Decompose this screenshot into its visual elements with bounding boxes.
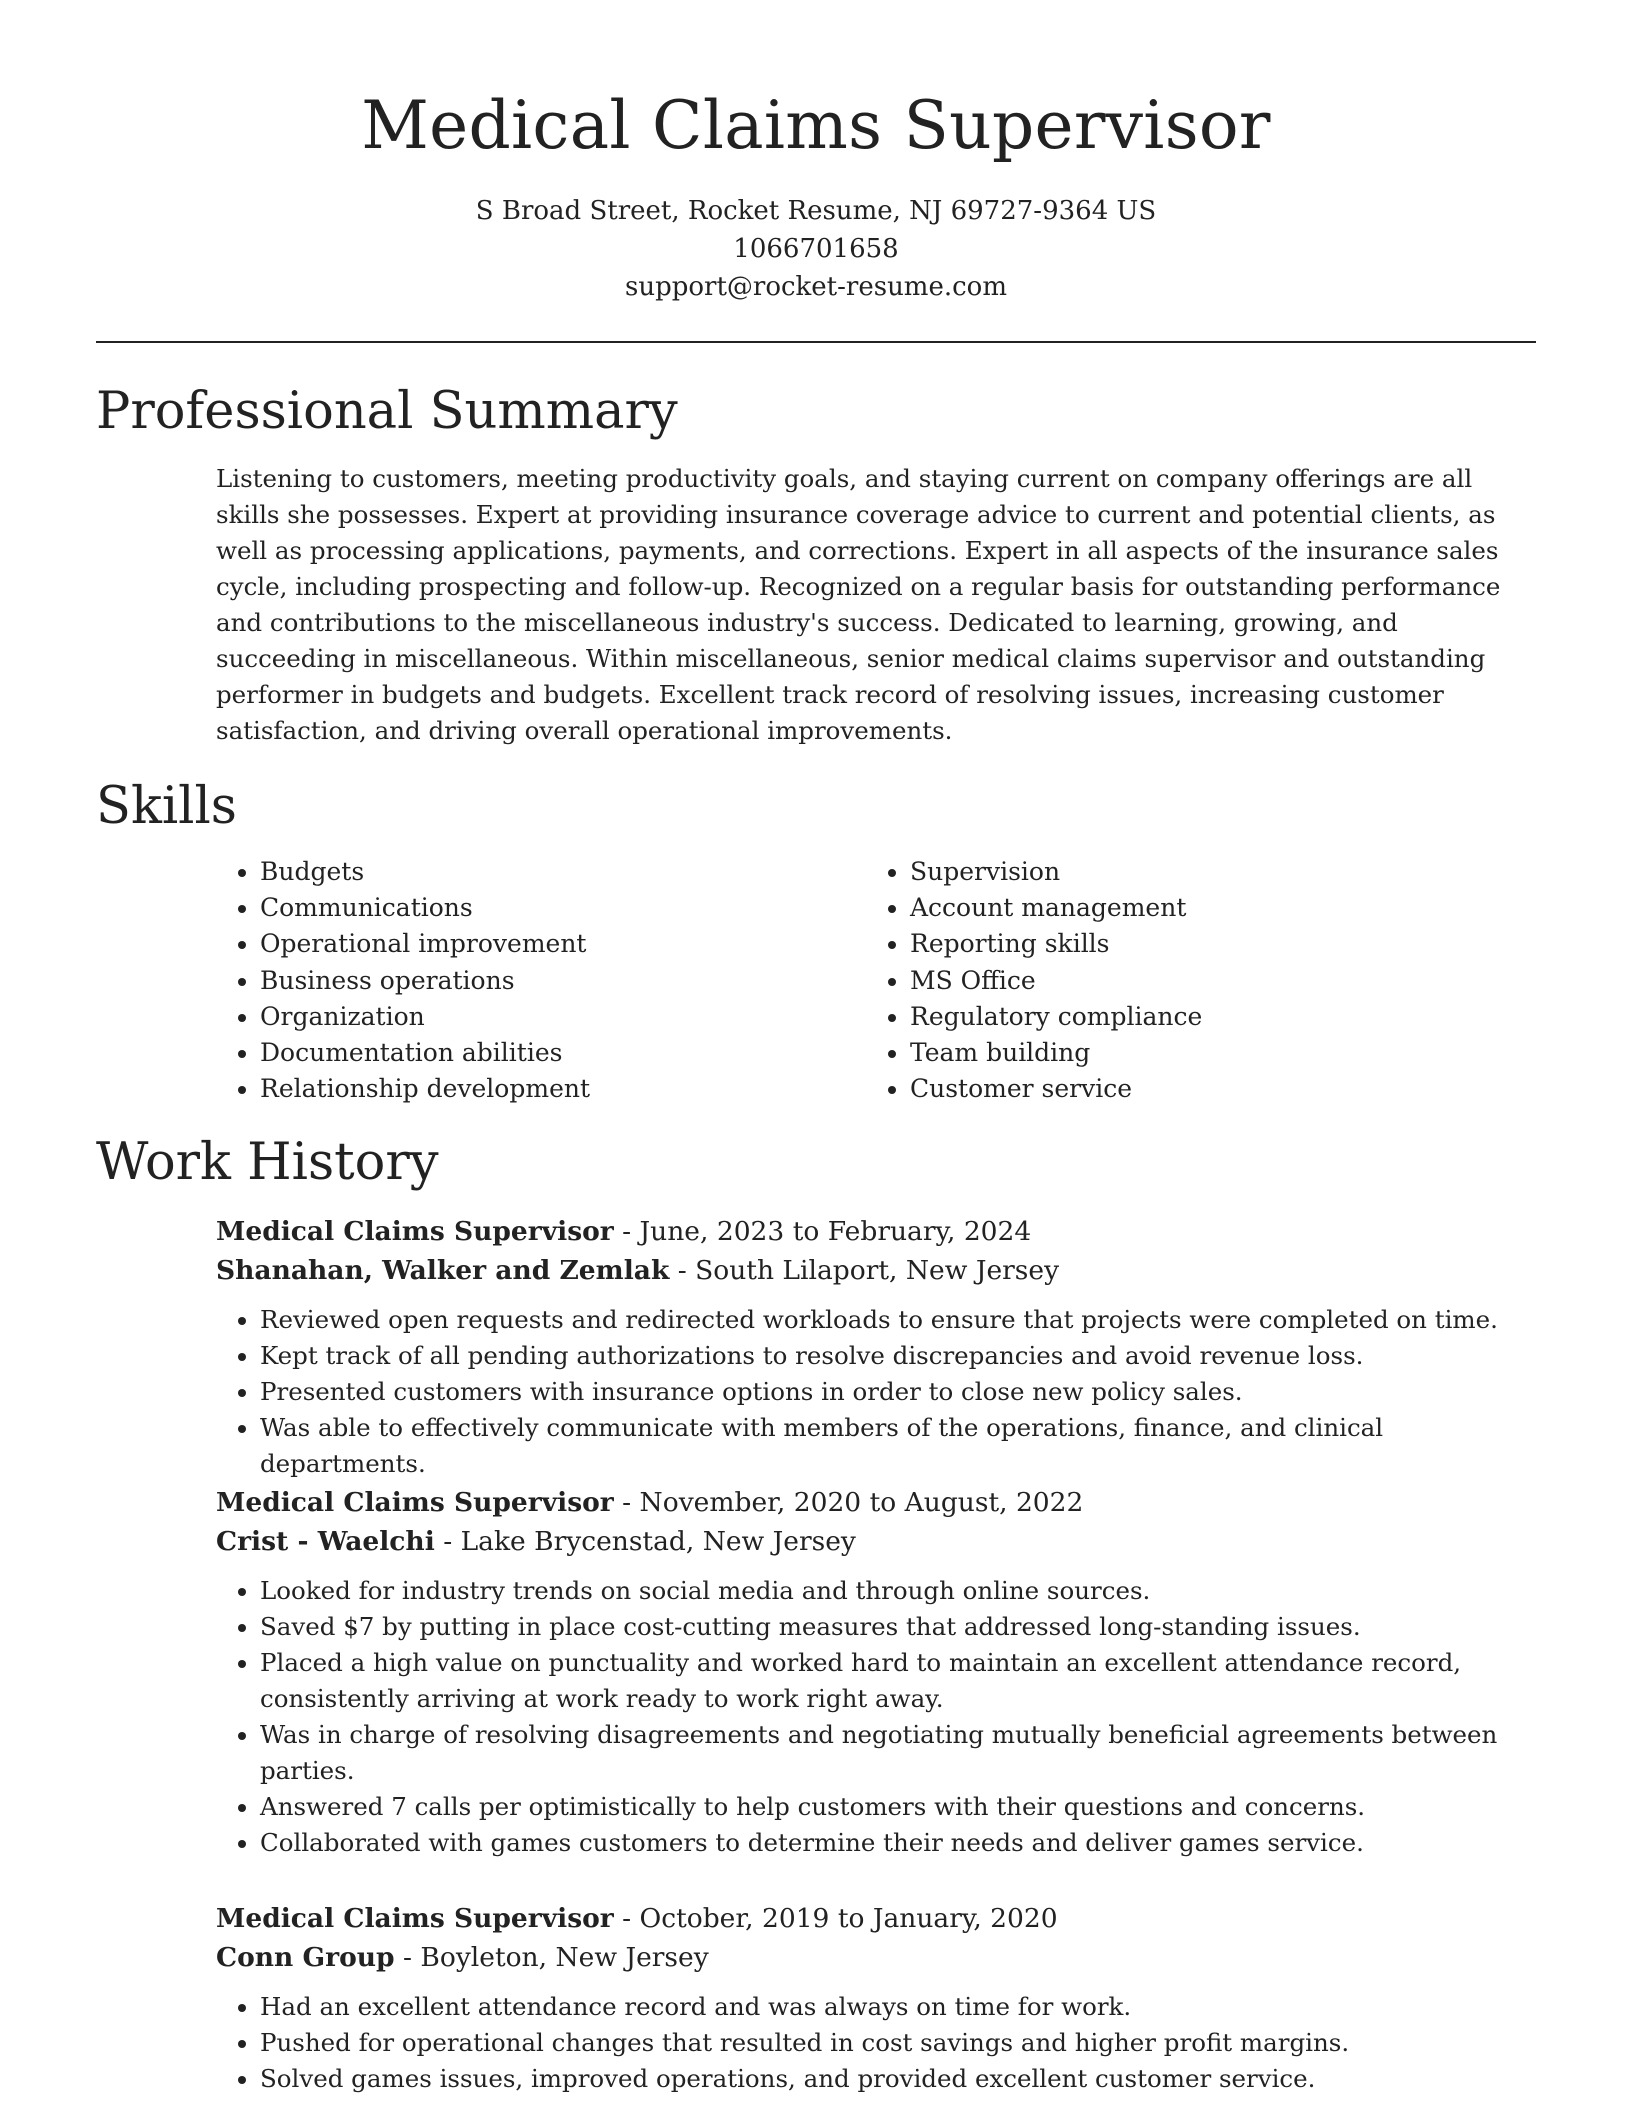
skill-item: • Team building [910, 1035, 1510, 1071]
job-bullet: • Reviewed open requests and redirected workloads to ensure that projects were completed on time. [260, 1302, 1538, 1338]
skill-item: • Budgets [260, 854, 860, 890]
resume-name: Medical Claims Supervisor [361, 87, 1271, 164]
skill-item: • Organization [260, 999, 860, 1035]
summary-text: Listening to customers, meeting productivity goals, and staying current on company offerings are all skills she possesses. Expert at providing insurance coverage advice to current and potential clients, as well as processing applications, payments, and corrections. Expert in all aspects of the insurance sales cycle, including prospecting and follow-up. Recognized on a regular basis for outstanding performance and contributions to the miscellaneous industry's success. Dedicated to learning, growing, and succeeding in miscellaneous. Within miscellaneous, senior medical claims supervisor and outstanding performer in budgets and budgets. Excellent track record of resolving issues, increasing customer satisfaction, and driving overall operational improvements. [216, 464, 1501, 745]
skill-item: • Account management [910, 890, 1510, 926]
job-company: Conn Group [216, 1942, 395, 1973]
job-bullet: • Had an excellent attendance record and was always on time for work. [260, 1989, 1538, 2025]
contact-address: S Broad Street, Rocket Resume, NJ 69727-9364 US [475, 196, 1157, 226]
job-location: - South Lilaport, New Jersey [669, 1255, 1060, 1286]
job-location: - Lake Brycenstad, New Jersey [434, 1526, 856, 1557]
job-company: Crist - Waelchi [216, 1526, 435, 1557]
job-bullet: • Pushed for operational changes that resulted in cost savings and higher profit margins. [260, 2025, 1538, 2061]
job-entry [216, 1212, 1538, 1482]
job-bullet: • Was able to effectively communicate with members of the operations, finance, and clinical departments. [260, 1410, 1538, 1482]
job-role: Medical Claims Supervisor [216, 1903, 614, 1934]
skills-list-right [866, 854, 1510, 1107]
job-bullet: • Placed a high value on punctuality and worked hard to maintain an excellent attendance record, consistently arriving at work ready to work right away. [260, 1645, 1538, 1717]
job-bullet: • Solved games issues, improved operations, and provided excellent customer service. [260, 2061, 1538, 2097]
job-bullet: • Was in charge of resolving disagreements and negotiating mutually beneficial agreements between parties. [260, 1717, 1538, 1789]
job-entry [216, 1899, 1538, 2097]
job-entry [216, 1483, 1538, 1861]
skill-item: • Communications [260, 890, 860, 926]
job-bullet: • Answered 7 calls per optimistically to help customers with their questions and concerns. [260, 1789, 1538, 1825]
job-title-line [216, 1899, 1538, 1938]
job-company: Shanahan, Walker and Zemlak [216, 1255, 670, 1286]
skill-item: • Reporting skills [910, 926, 1510, 962]
job-dates: - June, 2023 to February, 2024 [613, 1216, 1032, 1247]
skills-list-left [216, 854, 860, 1107]
job-dates: - October, 2019 to January, 2020 [613, 1903, 1058, 1934]
job-bullets [216, 1302, 1538, 1482]
job-bullet: • Presented customers with insurance options in order to close new policy sales. [260, 1374, 1538, 1410]
skill-item: • Documentation abilities [260, 1035, 860, 1071]
job-bullets [216, 1573, 1538, 1861]
job-location: - Boyleton, New Jersey [394, 1942, 709, 1973]
skills-heading: Skills [96, 777, 237, 836]
job-bullet: • Collaborated with games customers to determine their needs and deliver games service. [260, 1825, 1538, 1861]
job-role: Medical Claims Supervisor [216, 1216, 614, 1247]
job-bullet: • Saved $7 by putting in place cost-cutting measures that addressed long-standing issues. [260, 1609, 1538, 1645]
skill-item: • Operational improvement [260, 926, 860, 962]
skill-item: • MS Office [910, 963, 1510, 999]
job-bullets [216, 1989, 1538, 2097]
job-company-line [216, 1938, 1538, 1977]
skill-item: • Supervision [910, 854, 1510, 890]
contact-phone: 1066701658 [733, 234, 899, 264]
work-history-heading: Work History [96, 1133, 439, 1192]
job-role: Medical Claims Supervisor [216, 1487, 614, 1518]
job-title-line [216, 1212, 1538, 1251]
job-bullet: • Looked for industry trends on social media and through online sources. [260, 1573, 1538, 1609]
job-company-line [216, 1251, 1538, 1290]
job-bullet: • Kept track of all pending authorizations to resolve discrepancies and avoid revenue loss. [260, 1338, 1538, 1374]
skill-item: • Business operations [260, 963, 860, 999]
skill-item: • Regulatory compliance [910, 999, 1510, 1035]
summary-heading: Professional Summary [96, 382, 678, 441]
contact-email: support@rocket-resume.com [624, 272, 1007, 302]
job-company-line [216, 1522, 1538, 1561]
job-title-line [216, 1483, 1538, 1522]
header-divider [96, 341, 1536, 343]
job-dates: - November, 2020 to August, 2022 [613, 1487, 1084, 1518]
skill-item: • Customer service [910, 1071, 1510, 1107]
skill-item: • Relationship development [260, 1071, 860, 1107]
resume-header [0, 0, 1632, 306]
